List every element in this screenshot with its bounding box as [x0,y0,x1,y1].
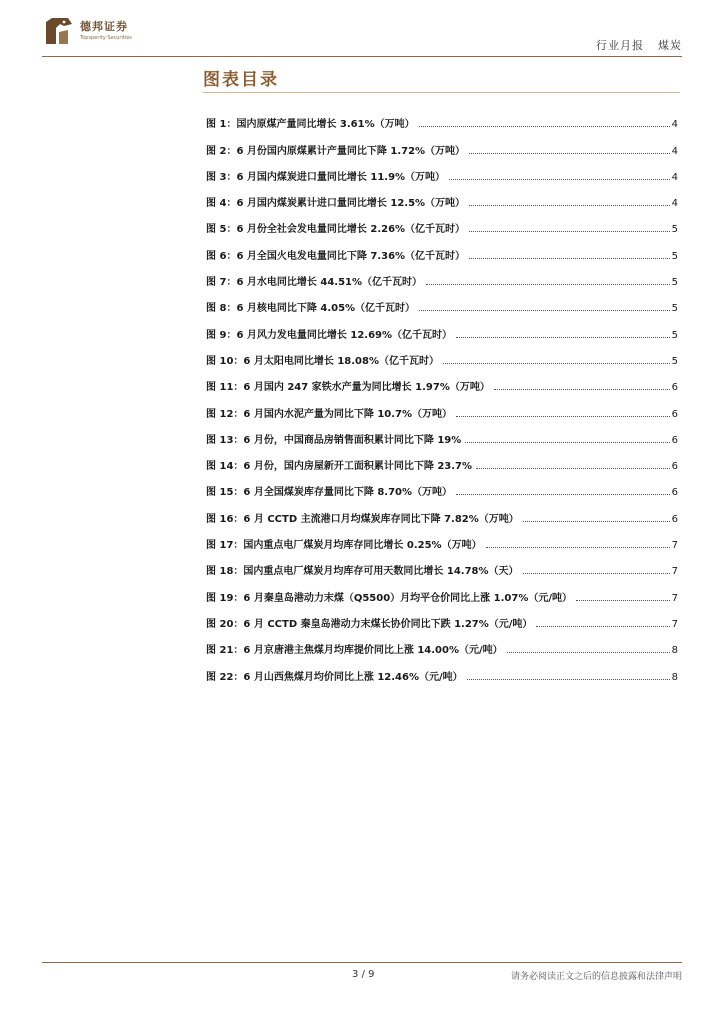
toc-entry-label: 图 16：6 月 CCTD 主流港口月均煤炭库存同比下降 7.82%（万吨） [206,513,519,525]
toc-entry-page: 8 [671,645,678,657]
toc-entry-label: 图 8：6 月核电同比下降 4.05%（亿千瓦时） [206,303,416,315]
toc-entry-page: 5 [671,329,678,341]
toc-dot-leader [419,125,670,127]
toc-dot-leader [536,625,669,627]
toc-entry-page: 4 [671,198,678,210]
toc-entry-page: 5 [671,355,678,367]
toc-dot-leader [486,546,670,548]
toc-entry[interactable] [206,551,678,577]
toc-dot-leader [507,651,670,653]
toc-dot-leader [465,441,669,443]
toc-entry[interactable] [206,656,678,682]
toc-entry-page: 4 [671,119,678,131]
toc-entry[interactable] [206,604,678,630]
toc-entry[interactable] [206,235,678,261]
toc-entry[interactable] [206,183,678,209]
toc-entry[interactable] [206,472,678,498]
sector-label: 煤炭 [658,39,682,52]
figure-toc-list [206,104,678,683]
toc-entry-label: 图 5：6 月份全社会发电量同比增长 2.26%（亿千瓦时） [206,224,466,236]
toc-entry-page: 7 [671,618,678,630]
toc-entry[interactable] [206,209,678,235]
toc-entry-label: 图 22：6 月山西焦煤月均价同比上涨 12.46%（元/吨） [206,671,463,683]
toc-entry-label: 图 13：6 月份，中国商品房销售面积累计同比下降 19% [206,434,462,446]
toc-entry-page: 7 [671,540,678,552]
toc-dot-leader [576,599,670,601]
report-category [596,37,682,53]
toc-entry-page: 6 [671,382,678,394]
footer-disclaimer: 请务必阅读正文之后的信息披露和法律声明 [510,972,682,982]
footer-divider [42,962,682,963]
header-divider [42,56,682,57]
toc-entry-label: 图 21：6 月京唐港主焦煤月均库提价同比上涨 14.00%（元/吨） [206,645,503,657]
toc-entry-label: 图 20：6 月 CCTD 秦皇岛港动力末煤长协价同比下跌 1.27%（元/吨） [206,618,533,630]
toc-entry-label: 图 4：6 月国内煤炭累计进口量同比增长 12.5%（万吨） [206,198,466,210]
toc-dot-leader [469,152,670,154]
toc-entry-label: 图 9：6 月风力发电量同比增长 12.69%（亿千瓦时） [206,329,453,341]
toc-entry-page: 6 [671,408,678,420]
toc-title: 图表目录 [203,70,279,90]
toc-entry[interactable] [206,630,678,656]
toc-entry[interactable] [206,130,678,156]
toc-entry-page: 6 [671,487,678,499]
toc-entry-label: 图 3：6 月国内煤炭进口量同比增长 11.9%（万吨） [206,171,446,183]
toc-entry-page: 6 [671,461,678,473]
toc-entry-label: 图 15：6 月全国煤炭库存量同比下降 8.70%（万吨） [206,487,453,499]
toc-entry-page: 5 [671,277,678,289]
toc-entry-label: 图 10：6 月太阳电同比增长 18.08%（亿千瓦时） [206,355,439,367]
toc-entry[interactable] [206,288,678,314]
page-header [0,0,724,60]
toc-dot-leader [456,415,670,417]
toc-entry-label: 图 1：国内原煤产量同比增长 3.61%（万吨） [206,119,415,131]
toc-entry[interactable] [206,341,678,367]
toc-entry-page: 4 [671,145,678,157]
toc-dot-leader [449,178,670,180]
toc-dot-leader [469,257,670,259]
toc-dot-leader [469,230,670,232]
toc-entry-page: 7 [671,566,678,578]
toc-entry-page: 6 [671,513,678,525]
toc-entry[interactable] [206,262,678,288]
toc-title-divider [203,92,680,93]
toc-entry-page: 4 [671,171,678,183]
horse-head-logo-icon [42,14,76,48]
toc-entry-label: 图 2：6 月份国内原煤累计产量同比下降 1.72%（万吨） [206,145,466,157]
toc-entry-page: 5 [671,303,678,315]
toc-dot-leader [456,336,670,338]
toc-entry-label: 图 17：国内重点电厂煤炭月均库存同比增长 0.25%（万吨） [206,540,482,552]
toc-dot-leader [469,204,670,206]
toc-dot-leader [523,572,670,574]
doc-type-label: 行业月报 [596,39,644,52]
toc-entry[interactable] [206,104,678,130]
page-number: 3 / 9 [352,969,375,980]
toc-entry-label: 图 19：6 月秦皇岛港动力末煤（Q5500）月均平仓价同比上涨 1.07%（元/吨） [206,592,572,604]
toc-dot-leader [467,678,670,680]
toc-entry-label: 图 18：国内重点电厂煤炭月均库存可用天数同比增长 14.78%（天） [206,566,519,578]
toc-entry-page: 6 [671,434,678,446]
toc-entry[interactable] [206,420,678,446]
toc-entry[interactable] [206,314,678,340]
toc-entry[interactable] [206,393,678,419]
toc-entry[interactable] [206,446,678,472]
toc-entry[interactable] [206,577,678,603]
toc-entry[interactable] [206,367,678,393]
toc-entry[interactable] [206,157,678,183]
logo-name-cn: 德邦证券 [80,20,128,33]
toc-entry-page: 5 [671,250,678,262]
toc-dot-leader [419,309,670,311]
toc-entry-label: 图 6：6 月全国火电发电量同比下降 7.36%（亿千瓦时） [206,250,466,262]
toc-entry-page: 8 [671,671,678,683]
toc-dot-leader [443,362,670,364]
toc-dot-leader [456,493,670,495]
toc-dot-leader [426,283,670,285]
company-logo [42,14,152,48]
toc-dot-leader [476,467,670,469]
toc-entry-page: 5 [671,224,678,236]
toc-entry[interactable] [206,525,678,551]
toc-entry-page: 7 [671,592,678,604]
toc-dot-leader [494,388,670,390]
toc-entry-label: 图 14：6 月份，国内房屋新开工面积累计同比下降 23.7% [206,461,473,473]
toc-entry[interactable] [206,498,678,524]
toc-entry-label: 图 7：6 月水电同比增长 44.51%（亿千瓦时） [206,277,423,289]
toc-entry-label: 图 12：6 月国内水泥产量为同比下降 10.7%（万吨） [206,408,453,420]
toc-dot-leader [523,520,670,522]
logo-name-en: Topsperity Securities [80,35,132,41]
toc-entry-label: 图 11：6 月国内 247 家铁水产量为同比增长 1.97%（万吨） [206,382,490,394]
